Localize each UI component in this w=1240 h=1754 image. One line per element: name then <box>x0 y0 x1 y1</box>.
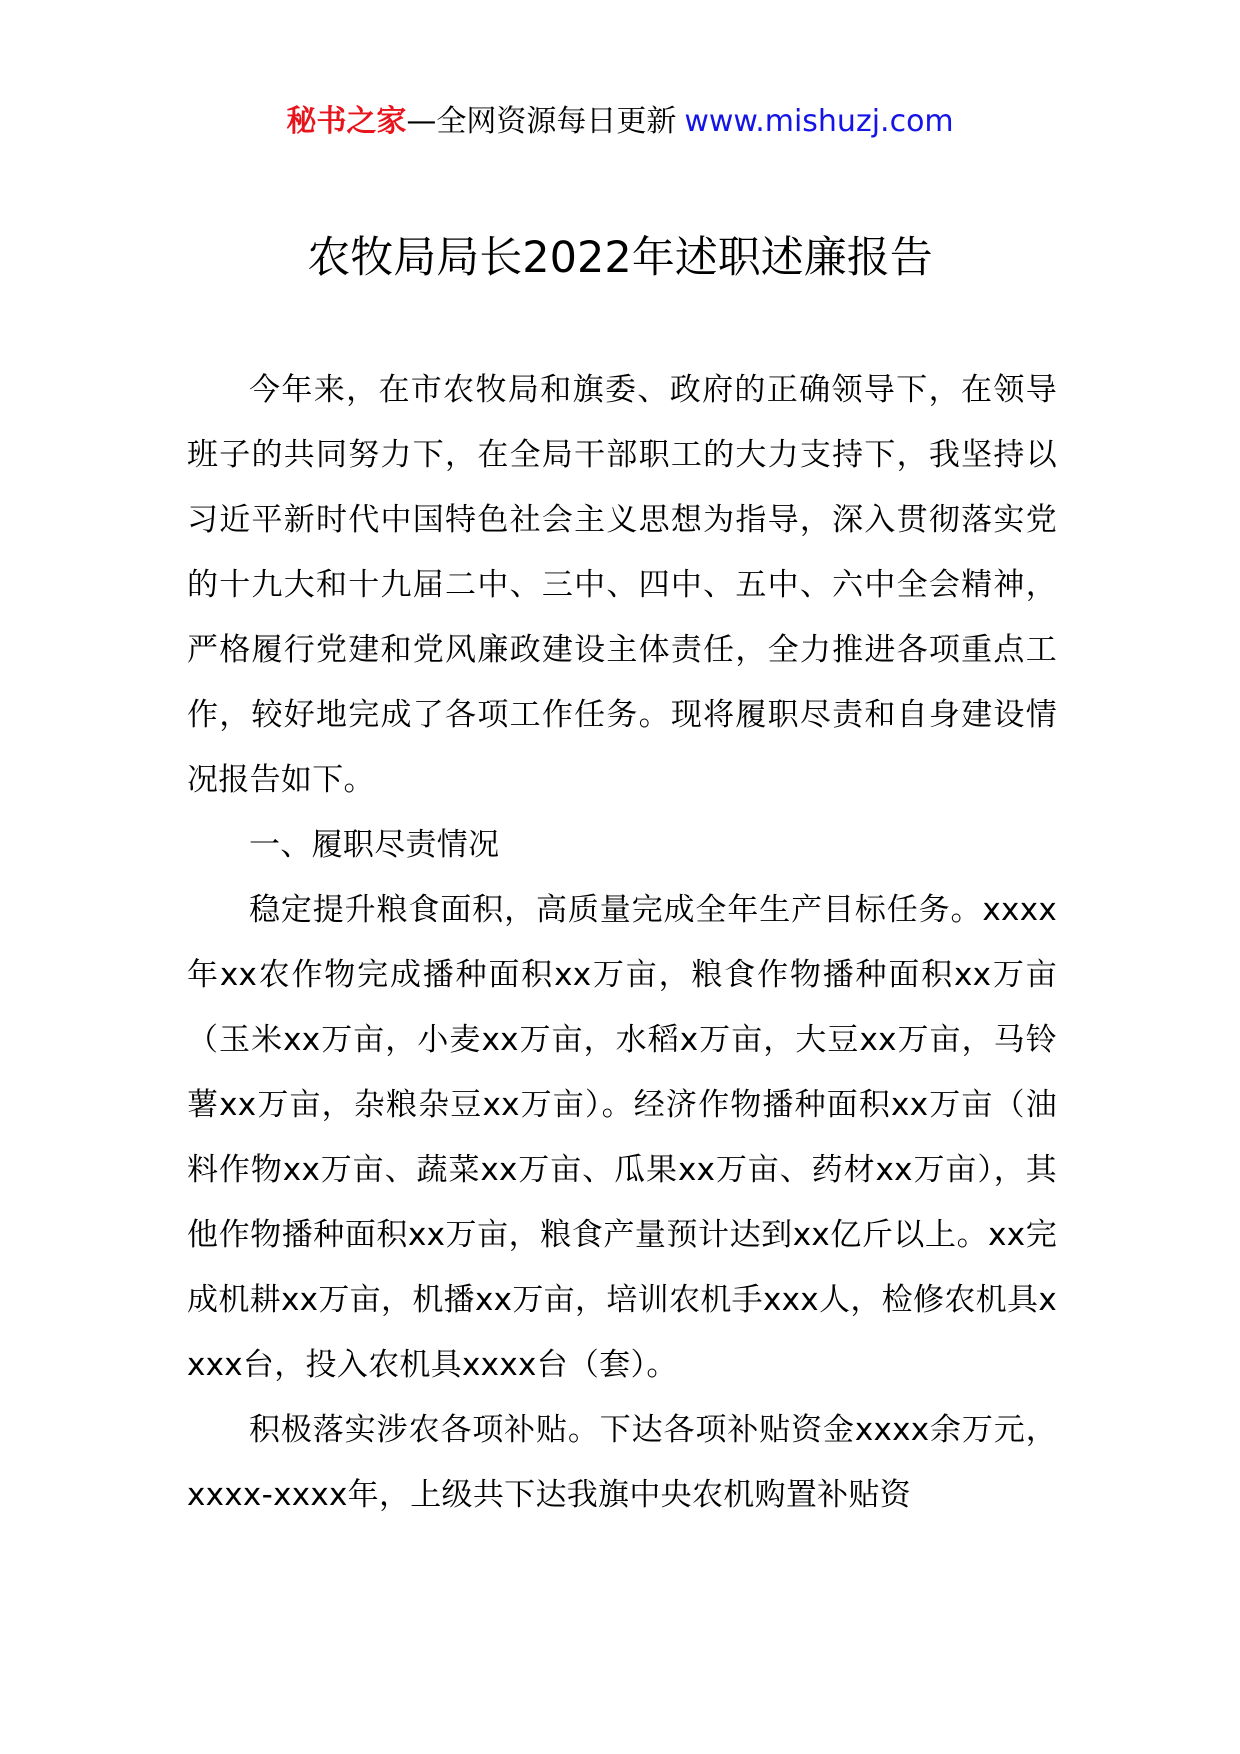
document-title: 农牧局局长2022年述职述廉报告 <box>307 233 933 283</box>
paragraph-intro: 今年来，在市农牧局和旗委、政府的正确领导下，在领导班子的共同努力下，在全局干部职工的大力支持下，我坚持以习近平新时代中国特色社会主义思想为指导，深入贯彻落实党的十九大和十九届二中、三中、四中、五中、六中全会精神，严格履行党建和党风廉政建设主体责任，全力推进各项重点工作，较好地完成了各项工作任务。现将履职尽责和自身建设情况报告如下。 <box>187 372 1057 798</box>
header-banner <box>0 100 1240 144</box>
section-heading: 一、履职尽责情况 <box>249 827 500 863</box>
brand-name: 秘书之家 <box>286 104 407 139</box>
website-link[interactable]: www.mishuzj.com <box>684 104 954 139</box>
banner-tagline: —全网资源每日更新 <box>406 104 677 139</box>
paragraph-grain: 稳定提升粮食面积，高质量完成全年生产目标任务。xxxx年xx农作物完成播种面积xx万亩，粮食作物播种面积xx万亩（玉米xx万亩，小麦xx万亩，水稻x万亩，大豆xx万亩，马铃薯xx万亩，杂粮杂豆xx万亩）。经济作物播种面积xx万亩（油料作物xx万亩、蔬菜xx万亩、瓜果xx万亩、药材xx万亩），其他作物播种面积xx万亩，粮食产量预计达到xx亿斤以上。xx完成机耕xx万亩，机播xx万亩，培训农机手xxx人，检修农机具xxxx台，投入农机具xxxx台（套）。 <box>187 892 1057 1383</box>
document-body <box>187 358 1057 1528</box>
paragraph-subsidy: 积极落实涉农各项补贴。下达各项补贴资金xxxx余万元，xxxx-xxxx年，上级共下达我旗中央农机购置补贴资 <box>187 1412 1057 1513</box>
